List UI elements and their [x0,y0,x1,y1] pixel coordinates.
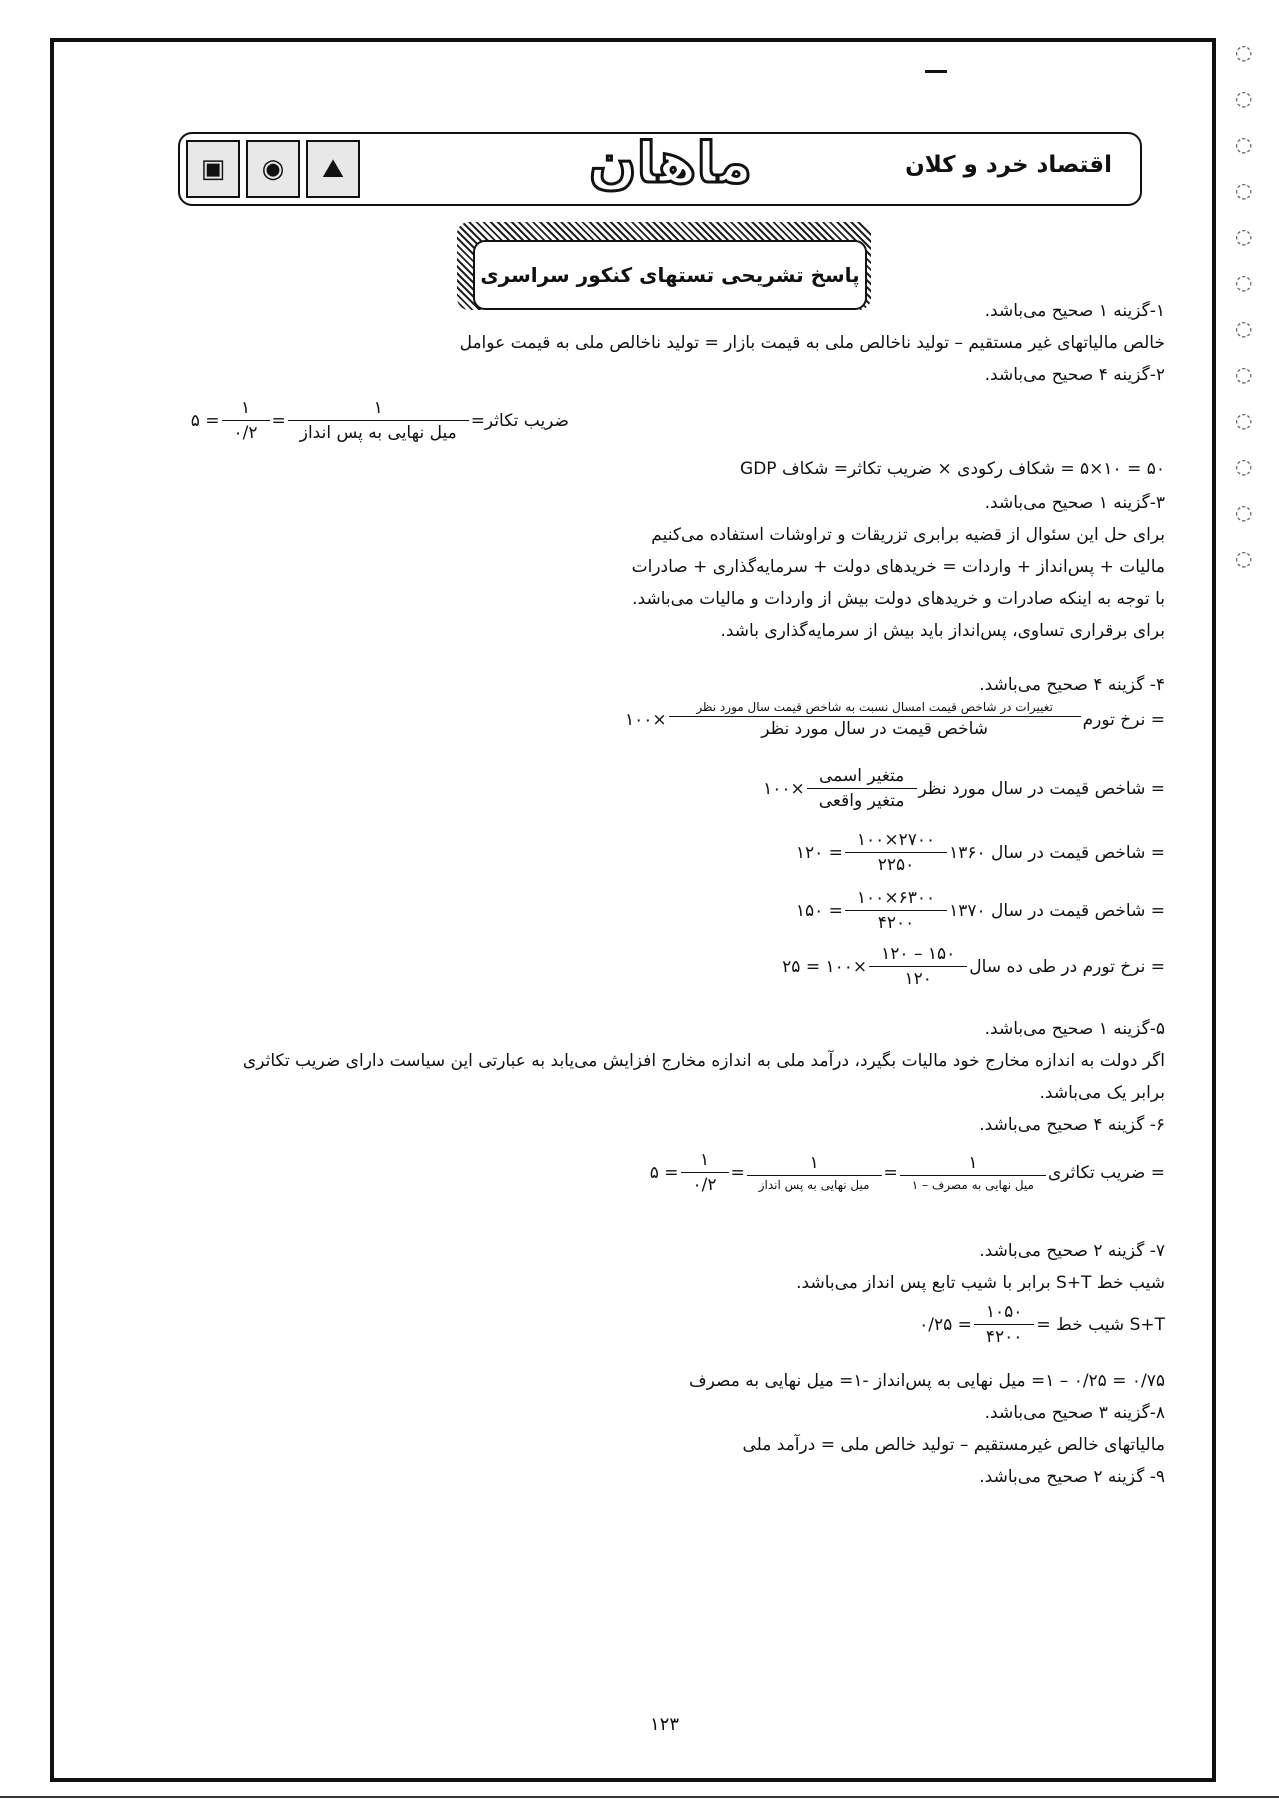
answer-3-line-2: مالیات + پس‌انداز + واردات = خریدهای دولت + سرمایه‌گذاری + صادرات [631,557,1165,577]
frac-num: تغییرات در شاخص قیمت امسال نسبت به شاخص قیمت سال مورد نظر [696,700,1053,714]
answer-9: ۹- گزینه ۲ صحیح می‌باشد. [979,1467,1165,1487]
frac-num: ۲۷۰۰×۱۰۰ [856,830,936,850]
binding-hole-icon: ◌ [1235,40,1253,64]
certificate-icon: ▣ [186,140,240,198]
gdp-gap-formula: ۵۰ = ۱۰×۵ = شکاف رکودی × ضریب تکاثر= شکاف GDP [740,459,1165,479]
formula-label: = نرخ تورم [1082,709,1165,730]
answer-5-line-2: برابر یک می‌باشد. [1039,1083,1165,1103]
formula-label: = شاخص قیمت در سال ۱۳۷۰ [949,900,1165,921]
frac-den: شاخص قیمت در سال مورد نظر [669,716,1081,739]
page-edge [0,1796,1279,1798]
answer-6: ۶- گزینه ۴ صحیح می‌باشد. [979,1115,1165,1135]
frac-num: ۱۰۵۰ [985,1302,1023,1322]
binding-hole-icon: ◌ [1235,500,1253,524]
frac-den: میل نهایی به پس انداز [288,420,469,443]
formula-result: = ۱۵۰ [795,900,843,921]
formula-price-index [763,766,1165,811]
formula-label: = ضریب تکاثری [1047,1162,1165,1183]
answer-7-line-2: ۰/۷۵ = ۰/۲۵ – ۱= میل نهایی به پس‌انداز -۱= میل نهایی به مصرف [689,1371,1165,1391]
frac-num: ۱ [240,398,251,418]
climber-logo-icon: ⛰ [306,140,360,198]
page-header [178,132,1142,206]
answer-7-line-1: شیب خط S+T برابر با شیب تابع پس انداز می‌باشد. [796,1273,1165,1293]
formula-multiplier: ضریب تکاثر= $\frac{۱}{\text{میل نهایی به پس انداز}}$ = $\frac{۱}{۰/۲}$ = ۵ [190,398,569,443]
answer-5-line-1: اگر دولت به اندازه مخارج خود مالیات بگیرد، درآمد ملی به اندازه مخارج افزایش می‌یابد به عبارتی این سیاست دارای ضریب تکاثری [242,1051,1165,1071]
frac-den: میل نهایی به مصرف – ۱ [900,1175,1046,1192]
binding-hole-icon: ◌ [1235,454,1253,478]
binding-marks [1235,40,1259,570]
answer-3-line-4: برای برقراری تساوی، پس‌انداز باید بیش از سرمایه‌گذاری باشد. [720,621,1165,641]
frac-num: متغیر اسمی [818,766,905,786]
frac-den: متغیر واقعی [807,788,917,811]
answer-3-line-1: برای حل این سئوال از قضیه برابری تزریقات و تراوشات استفاده می‌کنیم [651,525,1165,545]
formula-multiplier-100: ×۱۰۰ [624,709,667,730]
answer-5: ۵-گزینه ۱ صحیح می‌باشد. [984,1019,1165,1039]
frac-num: ۱ [968,1153,978,1173]
brand-logo: ماهان [588,130,753,196]
frac-den: ۱۲۰ [869,966,967,989]
binding-hole-icon: ◌ [1235,224,1253,248]
frac-den: ۰/۲ [681,1172,729,1195]
binding-hole-icon: ◌ [1235,546,1253,570]
frac-den: ۲۲۵۰ [845,852,947,875]
answer-3: ۳-گزینه ۱ صحیح می‌باشد. [984,493,1165,513]
formula-st-slope [919,1302,1165,1347]
iso-logo-icon: ◉ [246,140,300,198]
formula-result: = ۵ [649,1162,679,1183]
frac-num: ۱ [373,398,383,418]
formula-result: = ۱۲۰ [795,842,843,863]
formula-result: = ۵ [190,410,220,431]
formula-index-1360 [796,830,1165,875]
frac-den: ۴۲۰۰ [974,1324,1035,1347]
frac-num: ۱ [809,1153,819,1173]
publisher-logos [186,140,360,198]
answer-1-text: خالص مالیاتهای غیر مستقیم – تولید ناخالص ملی به قیمت بازار = تولید ناخالص ملی به قیمت عوامل [459,333,1165,353]
binding-hole-icon: ◌ [1235,178,1253,202]
formula-label: = شاخص قیمت در سال ۱۳۶۰ [949,842,1165,863]
frac-num: ۶۳۰۰×۱۰۰ [856,888,936,908]
binding-hole-icon: ◌ [1235,132,1253,156]
answer-8: ۸-گزینه ۳ صحیح می‌باشد. [984,1403,1165,1423]
binding-hole-icon: ◌ [1235,362,1253,386]
formula-inflation-rate [625,700,1165,739]
frac-den: ۴۲۰۰ [845,910,947,933]
formula-label: S+T شیب خط = [1036,1314,1165,1335]
binding-hole-icon: ◌ [1235,316,1253,340]
page-number: ۱۲۳ [650,1714,680,1735]
formula-result: = ۰/۲۵ [919,1314,972,1335]
formula-decade-inflation [782,944,1165,989]
formula-multiplier-100: ×۱۰۰ [763,778,805,799]
scan-mark [925,70,947,73]
frac-den: میل نهایی به پس انداز [747,1175,882,1192]
formula-result: ×۱۰۰ = ۲۵ [782,956,868,977]
binding-hole-icon: ◌ [1235,86,1253,110]
answer-4: ۴- گزینه ۴ صحیح می‌باشد. [979,675,1165,695]
formula-label: ضریب تکاثر= [470,410,569,431]
formula-index-1370 [796,888,1165,933]
answer-7: ۷- گزینه ۲ صحیح می‌باشد. [979,1241,1165,1261]
binding-hole-icon: ◌ [1235,408,1253,432]
section-title: پاسخ تشریحی تستهای کنکور سراسری [473,240,867,310]
answer-2: ۲-گزینه ۴ صحیح می‌باشد. [984,365,1165,385]
answer-3-line-3: با توجه به اینکه صادرات و خریدهای دولت بیش از واردات و مالیات می‌باشد. [632,589,1165,609]
frac-num: ۱ [699,1150,710,1170]
formula-label: = نرخ تورم در طی ده سال [969,956,1165,977]
formula-balanced-budget-multiplier: = ضریب تکاثری $\frac{۱}{\text{میل نهایی به مصرف – ۱}}$ = $\frac{۱}{\text{میل نهایی به پس انداز}}$ = $\frac{۱}{۰/۲}$ = ۵ [649,1150,1165,1195]
answer-8-line-1: مالیاتهای خالص غیرمستقیم – تولید خالص ملی = درآمد ملی [742,1435,1165,1455]
page-title: اقتصاد خرد و کلان [905,152,1112,178]
frac-den: ۰/۲ [222,420,270,443]
answer-1: ۱-گزینه ۱ صحیح می‌باشد. [984,301,1165,321]
section-banner [457,222,871,310]
frac-num: ۱۵۰ – ۱۲۰ [881,944,956,964]
formula-label: = شاخص قیمت در سال مورد نظر [918,778,1165,799]
binding-hole-icon: ◌ [1235,270,1253,294]
